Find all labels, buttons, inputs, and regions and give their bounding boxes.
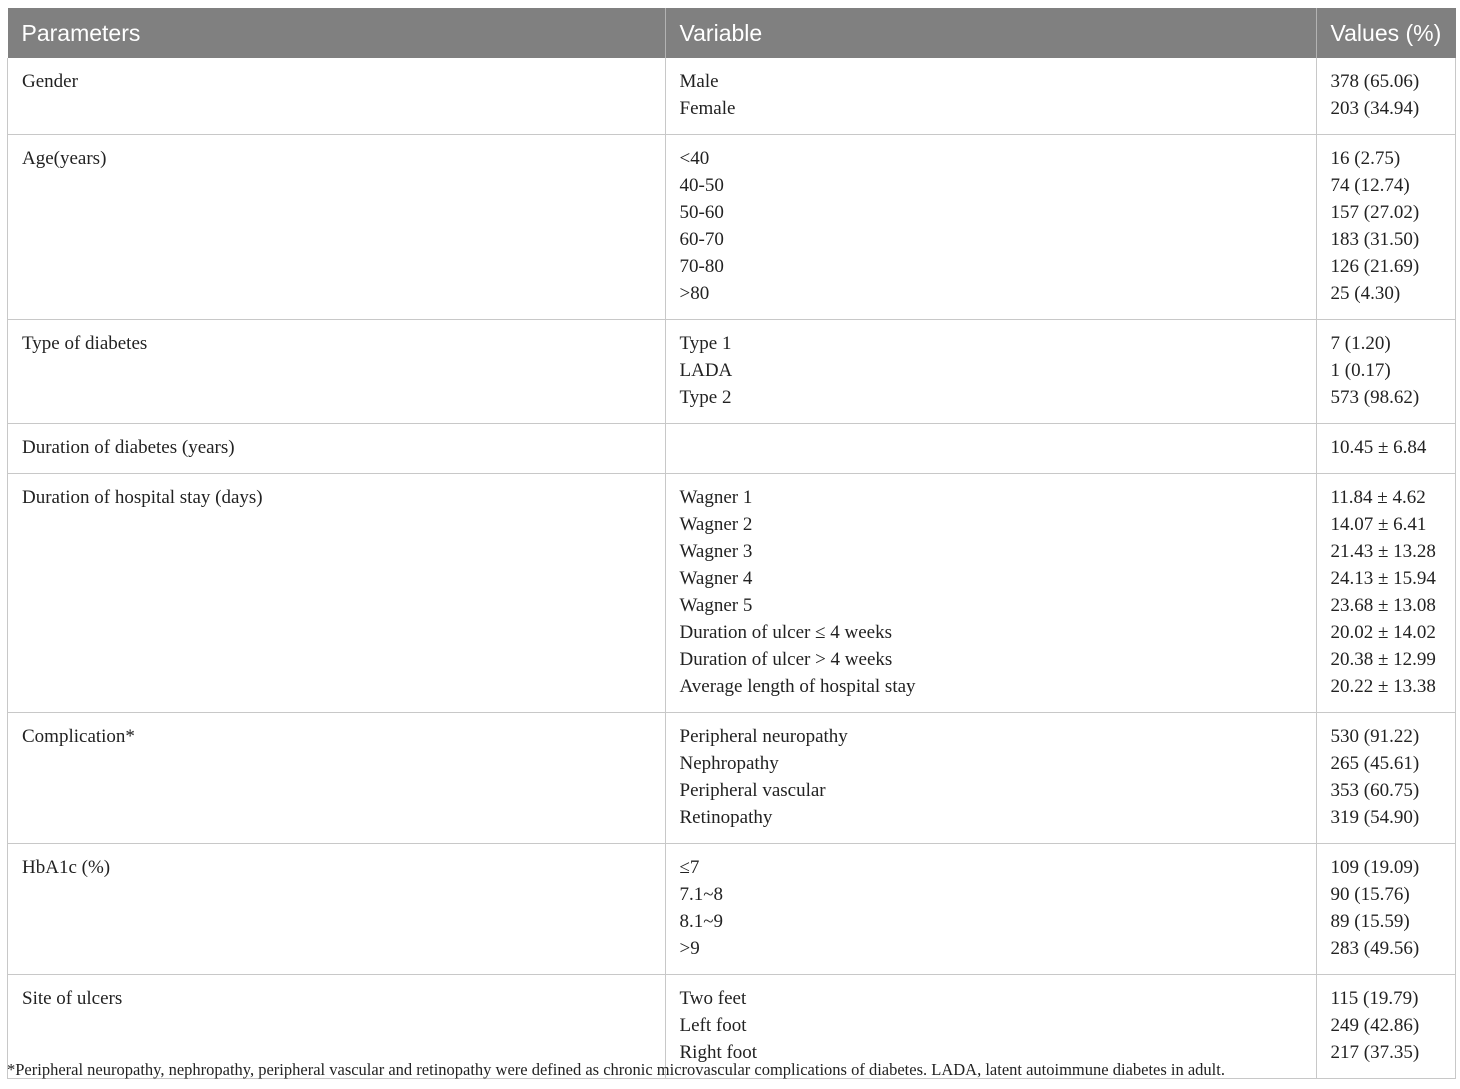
variable-label: Right foot [679, 1042, 758, 1063]
variable-label: >9 [679, 938, 700, 959]
value-label: 1 (0.17) [1330, 360, 1391, 381]
value-cell [1316, 474, 1456, 713]
variable-cell [665, 713, 1316, 844]
header-parameters: Parameters [8, 8, 666, 58]
header-variable: Variable [665, 8, 1316, 58]
value-cell [1316, 844, 1456, 975]
value-label: 183 (31.50) [1330, 229, 1420, 250]
variable-label: 70-80 [679, 256, 724, 277]
value-label: 157 (27.02) [1330, 202, 1420, 223]
value-label: 23.68 ± 13.08 [1330, 595, 1436, 616]
parameter-cell [8, 424, 666, 474]
parameter-label: Duration of hospital stay (days) [22, 487, 263, 508]
value-label: 249 (42.86) [1330, 1015, 1420, 1036]
header-values: Values (%) [1316, 8, 1456, 58]
value-label: 265 (45.61) [1330, 753, 1420, 774]
variable-label: Duration of ulcer ≤ 4 weeks [679, 622, 892, 643]
variable-label: Peripheral vascular [679, 780, 826, 801]
variable-label: Left foot [679, 1015, 747, 1036]
variable-label: 8.1~9 [679, 911, 724, 932]
value-label: 283 (49.56) [1330, 938, 1420, 959]
parameter-cell [8, 844, 666, 975]
value-label: 89 (15.59) [1330, 911, 1410, 932]
variable-label: Wagner 5 [679, 595, 753, 616]
variable-label: Wagner 2 [679, 514, 753, 535]
variable-label: Wagner 4 [679, 568, 753, 589]
variable-label: 7.1~8 [679, 884, 724, 905]
value-label: 25 (4.30) [1330, 283, 1401, 304]
parameter-cell [8, 713, 666, 844]
variable-label: Duration of ulcer > 4 weeks [679, 649, 893, 670]
variable-label: Female [679, 98, 736, 119]
parameter-label: Type of diabetes [22, 333, 148, 354]
value-cell [1316, 58, 1456, 135]
value-cell [1316, 135, 1456, 320]
value-label: 14.07 ± 6.41 [1330, 514, 1427, 535]
variable-cell [665, 320, 1316, 424]
value-label: 20.02 ± 14.02 [1330, 622, 1436, 643]
parameter-label: HbA1c (%) [22, 857, 111, 878]
table-body [8, 58, 1456, 1079]
value-label: 16 (2.75) [1330, 148, 1401, 169]
variable-cell [665, 474, 1316, 713]
variable-label: Wagner 3 [679, 541, 753, 562]
value-label: 21.43 ± 13.28 [1330, 541, 1436, 562]
parameter-cell [8, 474, 666, 713]
value-cell [1316, 320, 1456, 424]
table-footnote: *Peripheral neuropathy, nephropathy, peripheral vascular and retinopathy were defined as chronic microvascular complications of diabetes. LADA, latent autoimmune diabetes in adult. [7, 1060, 1225, 1079]
parameter-label: Age(years) [22, 148, 107, 169]
table-row [8, 58, 1456, 135]
table-row [8, 135, 1456, 320]
parameter-cell [8, 320, 666, 424]
variable-label: 60-70 [679, 229, 724, 250]
value-label: 573 (98.62) [1330, 387, 1420, 408]
variable-label: <40 [679, 148, 710, 169]
value-label: 74 (12.74) [1330, 175, 1410, 196]
parameter-label: Site of ulcers [22, 988, 123, 1009]
value-label: 378 (65.06) [1330, 71, 1420, 92]
variable-cell [665, 58, 1316, 135]
variable-cell [665, 135, 1316, 320]
parameter-label: Complication* [22, 726, 135, 747]
variable-label: Peripheral neuropathy [679, 726, 848, 747]
variable-label: LADA [679, 360, 733, 381]
value-label: 90 (15.76) [1330, 884, 1410, 905]
value-label: 115 (19.79) [1330, 988, 1419, 1009]
table-header-row [8, 8, 1456, 58]
value-label: 24.13 ± 15.94 [1330, 568, 1436, 589]
variable-label: 50-60 [679, 202, 724, 223]
data-table-container [7, 8, 1453, 1079]
variable-cell [665, 844, 1316, 975]
parameter-label: Gender [22, 71, 78, 92]
table-row [8, 844, 1456, 975]
value-label: 126 (21.69) [1330, 256, 1420, 277]
variable-label: Type 2 [679, 387, 732, 408]
table-row [8, 713, 1456, 844]
variable-label: Wagner 1 [679, 487, 753, 508]
variable-label: Retinopathy [679, 807, 773, 828]
value-label: 10.45 ± 6.84 [1330, 437, 1427, 458]
variable-label: Type 1 [679, 333, 732, 354]
value-label: 217 (37.35) [1330, 1042, 1420, 1063]
table-row [8, 474, 1456, 713]
variable-cell [665, 424, 1316, 474]
parameter-label: Duration of diabetes (years) [22, 437, 235, 458]
variable-label: Average length of hospital stay [679, 676, 916, 697]
value-cell [1316, 424, 1456, 474]
value-label: 109 (19.09) [1330, 857, 1420, 878]
variable-label: >80 [679, 283, 710, 304]
variable-label: 40-50 [679, 175, 724, 196]
variable-label: Two feet [679, 988, 747, 1009]
value-label: 20.22 ± 13.38 [1330, 676, 1436, 697]
value-label: 353 (60.75) [1330, 780, 1420, 801]
value-label: 203 (34.94) [1330, 98, 1420, 119]
variable-label: ≤7 [679, 857, 700, 878]
value-label: 530 (91.22) [1330, 726, 1420, 747]
variable-label: Male [679, 71, 719, 92]
value-label: 319 (54.90) [1330, 807, 1420, 828]
value-label: 7 (1.20) [1330, 333, 1391, 354]
data-table [7, 8, 1456, 1079]
variable-label: Nephropathy [679, 753, 779, 774]
parameter-cell [8, 135, 666, 320]
variable-label [680, 434, 1316, 461]
value-label: 20.38 ± 12.99 [1330, 649, 1436, 670]
value-cell [1316, 713, 1456, 844]
table-row [8, 424, 1456, 474]
parameter-cell [8, 58, 666, 135]
table-row [8, 320, 1456, 424]
value-label: 11.84 ± 4.62 [1330, 487, 1426, 508]
